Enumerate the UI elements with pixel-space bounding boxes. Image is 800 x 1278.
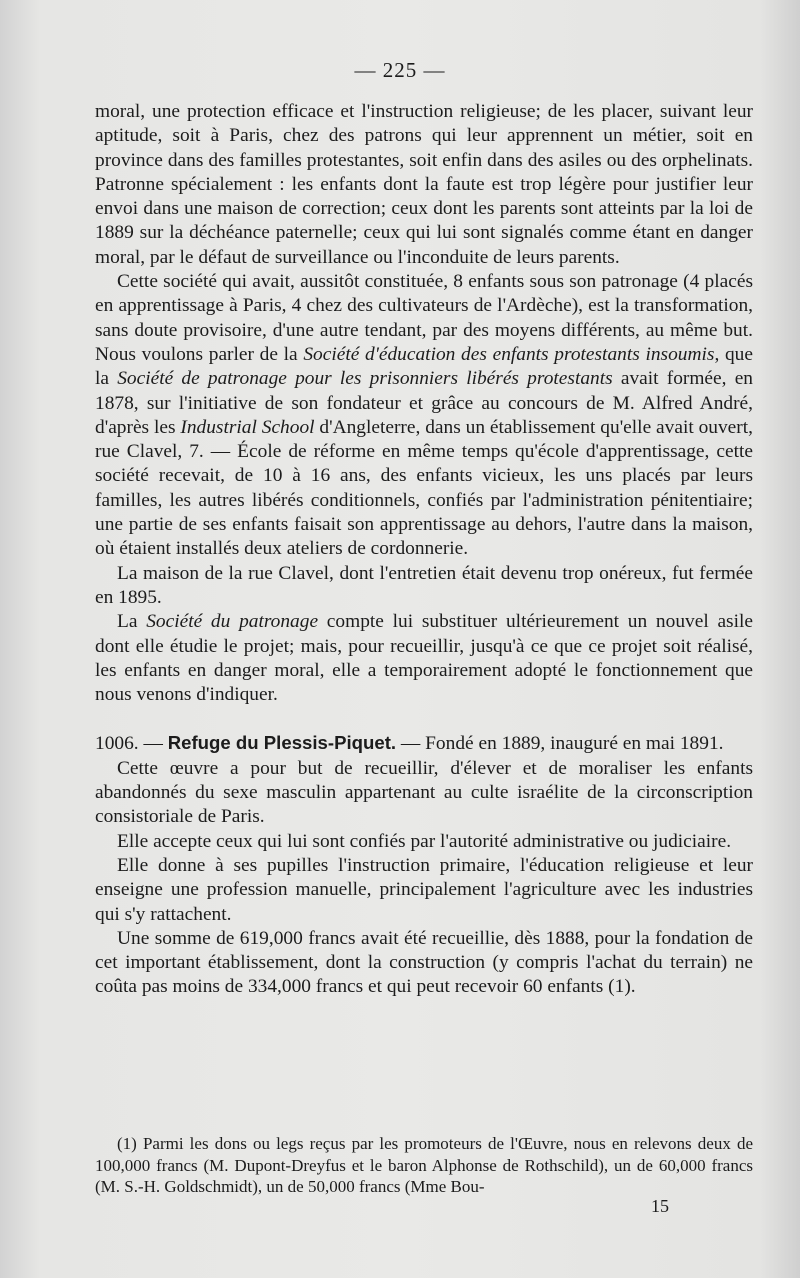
signature-mark: 15 bbox=[651, 1196, 669, 1216]
paragraph-1: moral, une protection efficace et l'instruction religieuse; de les placer, suivant leur aptitude, soit à Paris, chez des patrons qui leur apprennent un métier, soit en province dans des familles protestantes, soit enfin dans des asiles ou des orphelinats. Patronne spécialement : les enfants dont la faute est trop légère pour justifier leur envoi dans une maison de correction; ceux dont les parents sont atteints par la loi de 1889 sur la déchéance paternelle; ceux qui lui sont signalés comme étant en danger moral, par le défaut de surveillance ou l'inconduite de leurs parents. bbox=[95, 101, 753, 268]
industrial-school-italic: Industrial School bbox=[180, 416, 315, 438]
page-number: — 225 — bbox=[354, 58, 446, 82]
paragraph-7: Elle accepte ceux qui lui sont confiés par l'autorité administrative ou judiciaire. bbox=[117, 830, 732, 852]
section-title: Refuge du Plessis-Piquet. bbox=[167, 732, 397, 754]
society-name-italic: Société de patronage pour les prisonniers libérés protestants bbox=[117, 368, 613, 390]
society-patronage-italic: Société du patronage bbox=[146, 611, 319, 633]
paragraph-9: Une somme de 619,000 francs avait été recueillie, dès 1888, pour la fondation de cet important établissement, dont la construction (y compris l'achat du terrain) ne coûta pas moins de 334,000 francs et qui peut recevoir 60 enfants (1). bbox=[95, 927, 753, 998]
paragraph-2: Cette société qui avait, aussitôt constituée, 8 enfants sous son patronage (4 placés en apprentissage à Paris, 4 chez des cultivateurs de l'Ardèche), est la transformation, sans doute provisoire, d'une autre tendant, par des moyens différents, au même but. Nous voulons parler de la Société d'éducation des enfants protestants insoumis, que la Société de patronage pour les prisonniers libérés protestants avait formée, en 1878, sur l'initiative de son fondateur et grâce au concours de M. Alfred André, d'après les Industrial School d'Angleterre, dans un établissement qu'elle avait ouvert, rue Clavel, 7. — École de réforme en même temps qu'école d'apprentissage, cette société recevait, de 10 à 16 ans, des enfants vicieux, les uns placés par leurs familles, les autres libérés conditionnels, confiés par l'administration pénitentiaire; une partie de ses enfants faisait son apprentissage au dehors, l'autre dans la maison, où étaient installés deux ateliers de cordonnerie. bbox=[95, 271, 753, 560]
body-text bbox=[95, 100, 753, 1000]
paragraph-8: Elle donne à ses pupilles l'instruction primaire, l'éducation religieuse et leur enseigne une profession manuelle, principalement l'agriculture avec les industries qui s'y rattachent. bbox=[95, 854, 753, 925]
footnote: (1) Parmi les dons ou legs reçus par les promoteurs de l'Œuvre, nous en relevons deux de 100,000 francs (M. Dupont-Dreyfus et le baron Alphonse de Rothschild), un de 60,000 francs (M. S.-H. Goldschmidt), un de 50,000 francs (Mme Bou- bbox=[95, 1134, 753, 1196]
society-name-italic: Société d'éducation des enfants protestants insoumis bbox=[303, 343, 715, 365]
paragraph-3: La maison de la rue Clavel, dont l'entretien était devenu trop onéreux, fut fermée en 1895. bbox=[95, 562, 753, 608]
paragraph-4: La Société du patronage compte lui substituer ultérieurement un nouvel asile dont elle étudie le projet; mais, pour recueillir, jusqu'à ce que ce projet soit réalisé, les enfants en danger moral, elle a temporairement adopté le fonctionnement que nous venons d'indiquer. bbox=[95, 611, 753, 706]
section-heading: 1006. — Refuge du Plessis-Piquet. — Fondé en 1889, inauguré en mai 1891. bbox=[95, 732, 724, 755]
paragraph-6: Cette œuvre a pour but de recueillir, d'élever et de moraliser les enfants abandonnés du sexe masculin appartenant au culte israélite de la circonscription consistoriale de Paris. bbox=[95, 757, 753, 828]
